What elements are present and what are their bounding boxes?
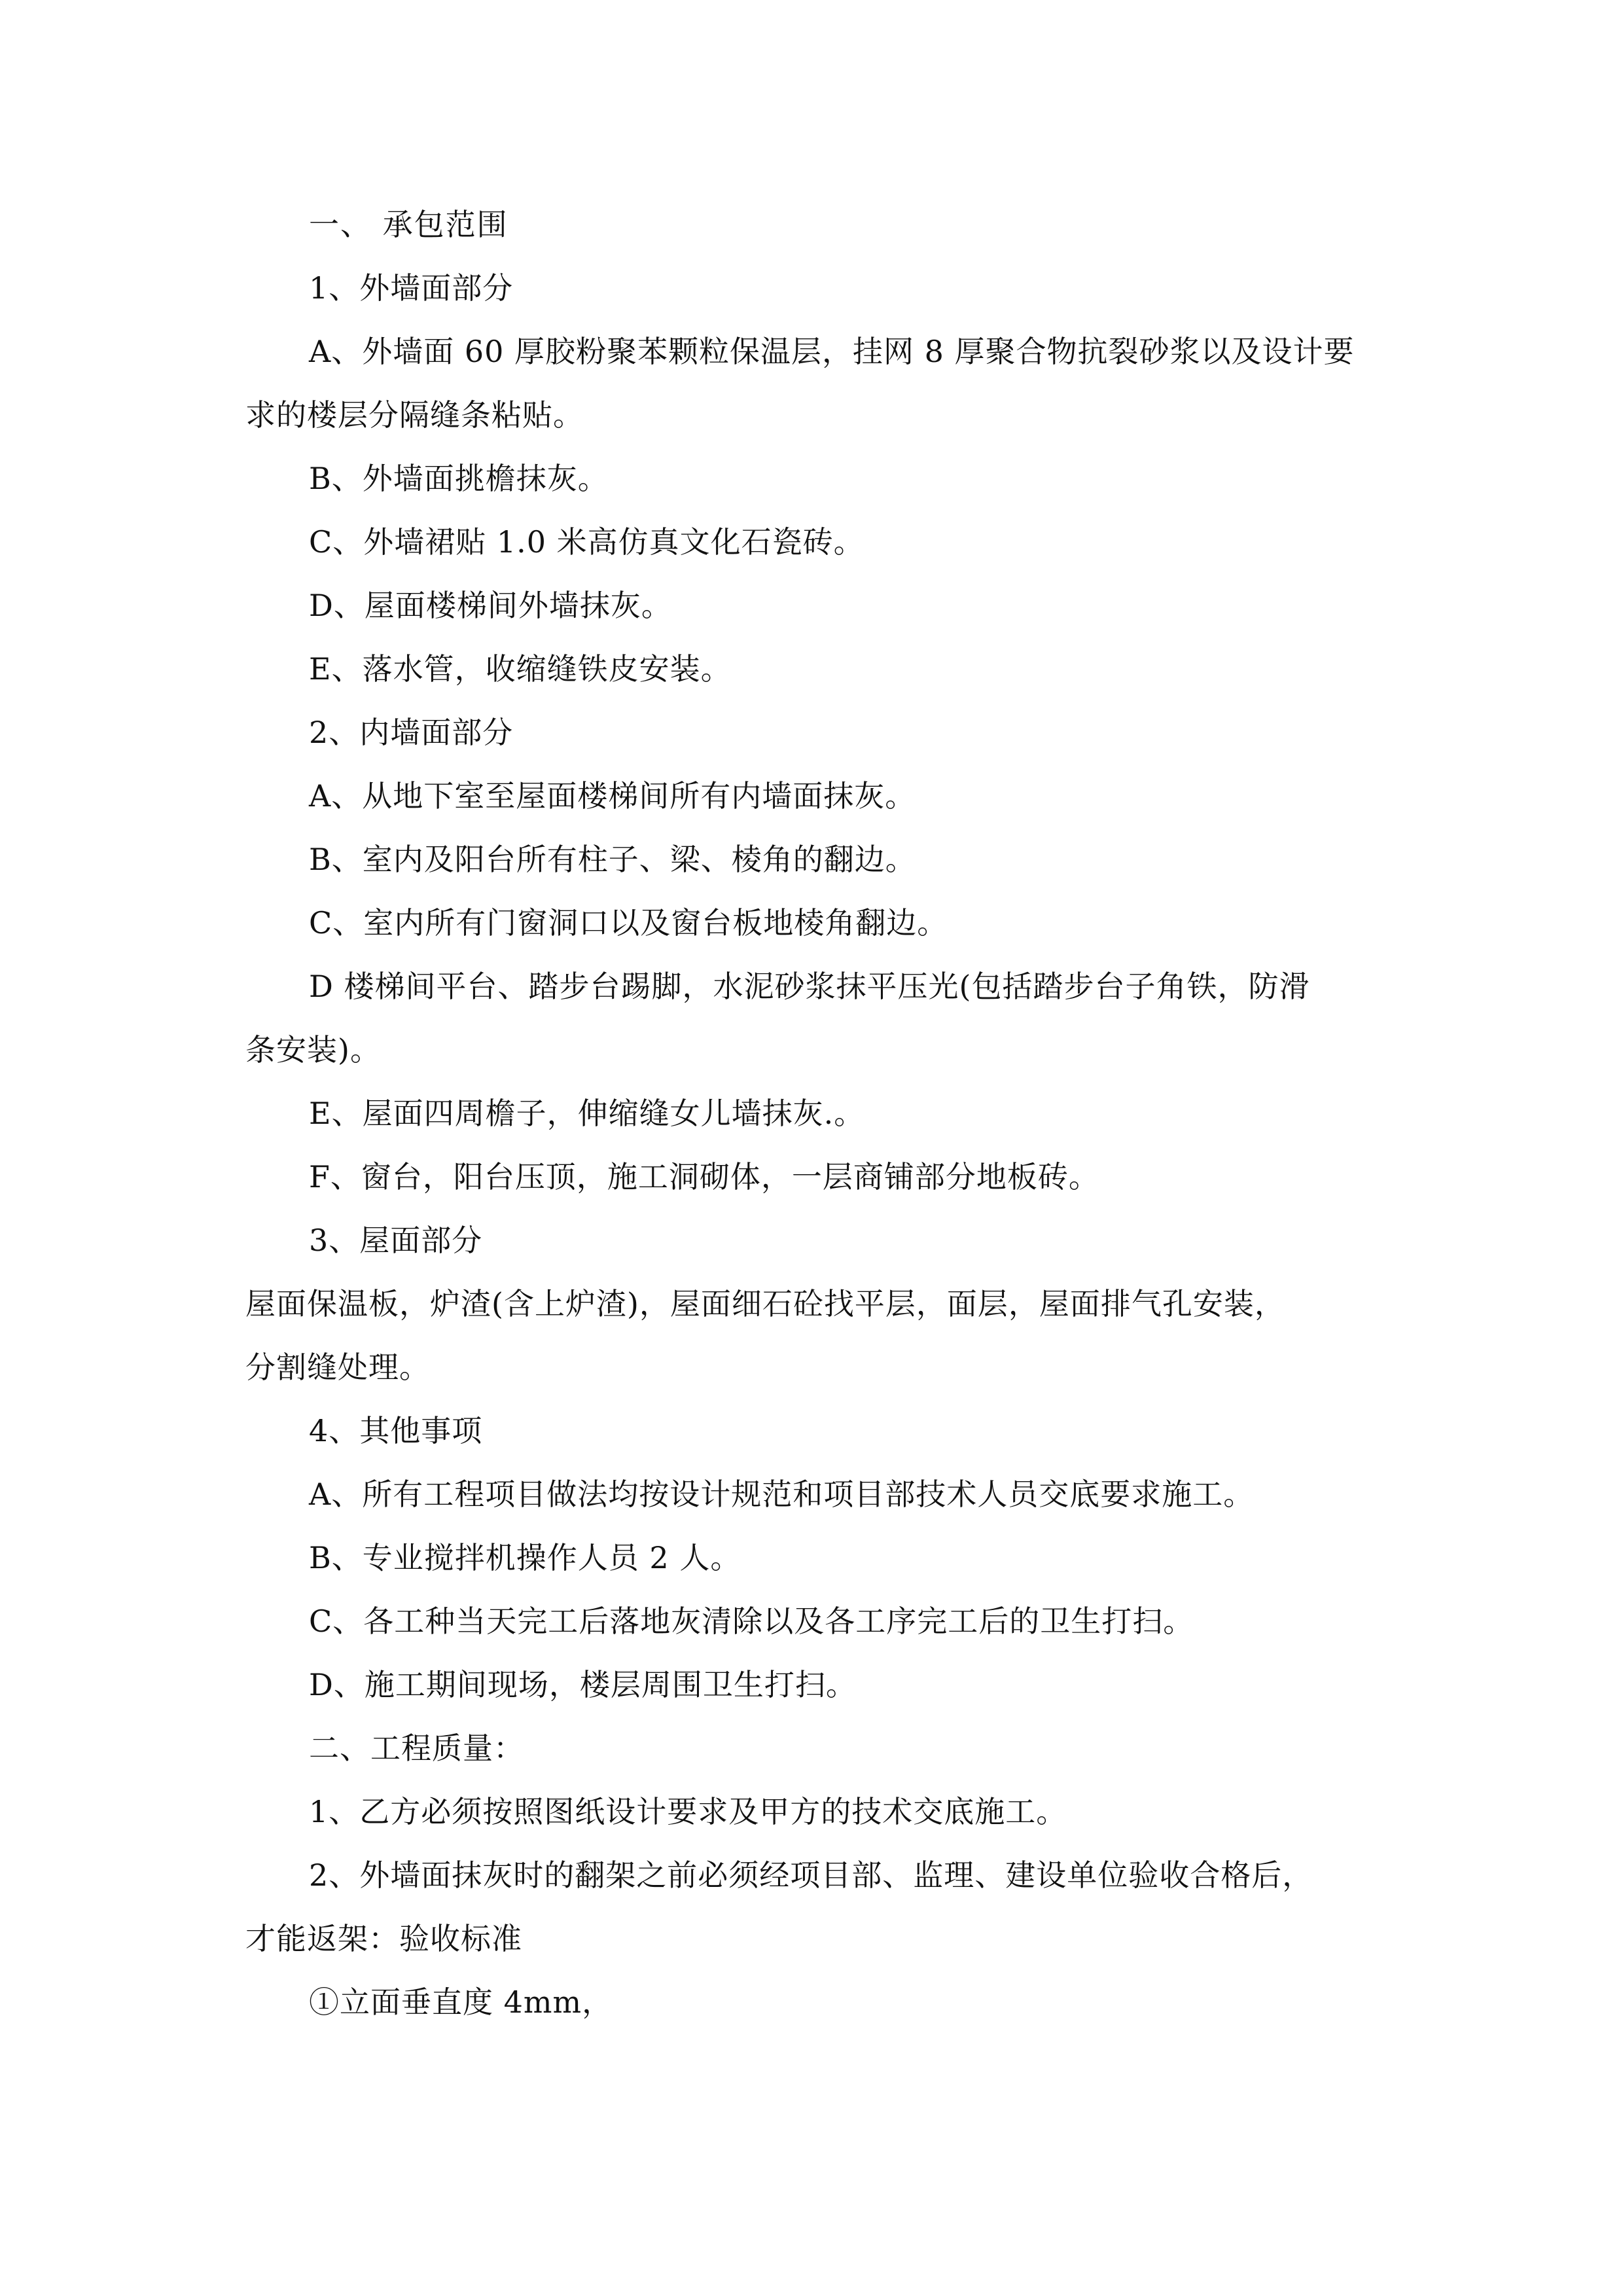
paragraph-line: 1、乙方必须按照图纸设计要求及甲方的技术交底施工。 — [309, 1794, 1067, 1829]
paragraph-line: D、屋面楼梯间外墙抹灰。 — [309, 588, 672, 623]
document-body — [245, 193, 1384, 2034]
paragraph-line: 分割缝处理。 — [245, 1350, 430, 1385]
paragraph-line: ①立面垂直度 4mm， — [309, 1984, 613, 2020]
paragraph-line: 2、外墙面抹灰时的翻架之前必须经项目部、监理、建设单位验收合格后， — [309, 1857, 1313, 1893]
paragraph-line: 条安装)。 — [245, 1032, 381, 1067]
paragraph-line: A、所有工程项目做法均按设计规范和项目部技术人员交底要求施工。 — [309, 1477, 1255, 1512]
paragraph-line: E、屋面四周檐子，伸缩缝女儿墙抹灰.。 — [309, 1096, 865, 1131]
paragraph-line: B、外墙面挑檐抹灰。 — [309, 461, 609, 496]
paragraph-line: F、窗台，阳台压顶，施工洞砌体，一层商铺部分地板砖。 — [309, 1159, 1099, 1194]
subsection-interior-wall: 2、内墙面部分 — [309, 715, 514, 750]
paragraph-line: E、落水管，收缩缝铁皮安装。 — [309, 651, 732, 687]
section-heading-quality: 二、工程质量： — [309, 1731, 524, 1766]
paragraph-line: C、室内所有门窗洞口以及窗台板地棱角翻边。 — [309, 905, 948, 941]
paragraph-line: A、外墙面 60 厚胶粉聚苯颗粒保温层，挂网 8 厚聚合物抗裂砂浆以及设计要 — [309, 334, 1355, 369]
paragraph-line: 求的楼层分隔缝条粘贴。 — [245, 397, 584, 433]
subsection-other-matters: 4、其他事项 — [309, 1413, 483, 1448]
paragraph-line: C、各工种当天完工后落地灰清除以及各工序完工后的卫生打扫。 — [309, 1604, 1194, 1639]
subsection-exterior-wall: 1、外墙面部分 — [309, 270, 514, 306]
paragraph-line: 才能返架：验收标准 — [245, 1921, 522, 1956]
subsection-roof: 3、屋面部分 — [309, 1223, 483, 1258]
section-heading-scope: 一、 承包范围 — [309, 207, 508, 242]
paragraph-line: B、室内及阳台所有柱子、梁、棱角的翻边。 — [309, 842, 916, 877]
paragraph-line: D、施工期间现场，楼层周围卫生打扫。 — [309, 1667, 857, 1702]
paragraph-line: 屋面保温板，炉渣(含上炉渣)，屋面细石砼找平层，面层，屋面排气孔安装， — [245, 1286, 1285, 1321]
paragraph-line: C、外墙裙贴 1.0 米高仿真文化石瓷砖。 — [309, 524, 865, 560]
paragraph-line: D 楼梯间平台、踏步台踢脚，水泥砂浆抹平压光(包括踏步台子角铁，防滑 — [309, 969, 1310, 1004]
paragraph-line: A、从地下室至屋面楼梯间所有内墙面抹灰。 — [309, 778, 916, 814]
paragraph-line: B、专业搅拌机操作人员 2 人。 — [309, 1540, 741, 1575]
